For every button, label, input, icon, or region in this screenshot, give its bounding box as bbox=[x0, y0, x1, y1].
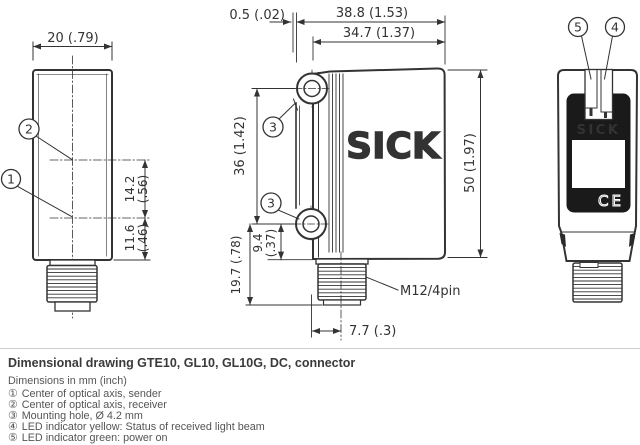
callout-5-number: 5 bbox=[574, 19, 582, 35]
ce-mark: CE bbox=[598, 192, 624, 210]
connector-type-label: M12/4pin bbox=[400, 284, 461, 299]
dim-hole-to-tip: 19.7 (.78) bbox=[229, 235, 243, 295]
dim-depth-total: 38.8 (1.53) bbox=[335, 6, 409, 21]
led-yellow bbox=[604, 112, 607, 118]
caption-area bbox=[0, 348, 640, 445]
callout-3b-number: 3 bbox=[267, 195, 275, 211]
drawing-title: Dimensional drawing GTE10, GL10, GL10G, DC, connector bbox=[8, 356, 356, 370]
callout-1-number: 1 bbox=[7, 171, 15, 187]
dim-connector-offset: 7.7 (.3) bbox=[349, 324, 397, 339]
dim-axis-bottom-mm: 11.6 bbox=[123, 224, 137, 252]
dim-width: 20 (.79) bbox=[47, 31, 99, 46]
side-view bbox=[2, 31, 151, 318]
dim-axis-bottom-in: (.46) bbox=[136, 223, 150, 253]
legend-sym-2: ② bbox=[8, 398, 18, 411]
legend-sym-1: ① bbox=[8, 387, 18, 400]
sick-logo-front: SICK bbox=[346, 126, 440, 167]
dim-front-gap: 0.5 (.02) bbox=[229, 8, 285, 23]
led-green bbox=[590, 108, 593, 116]
dim-axis-spacing-mm: 14.2 bbox=[123, 175, 137, 203]
legend-text-3: Mounting hole, Ø 4.2 mm bbox=[21, 409, 143, 422]
legend-sym-3: ③ bbox=[8, 409, 18, 422]
dim-hole-to-base-in: (.37) bbox=[264, 228, 278, 258]
dim-depth-body: 34.7 (1.37) bbox=[342, 26, 416, 41]
rear-view-connector bbox=[573, 263, 622, 303]
callout-3-number: 3 bbox=[269, 119, 277, 135]
legend-text-2: Center of optical axis, receiver bbox=[21, 398, 167, 411]
callout-2-number: 2 bbox=[25, 121, 33, 137]
dim-hole-spacing: 36 (1.42) bbox=[233, 116, 248, 176]
legend-sym-4: ④ bbox=[8, 421, 18, 434]
dim-height: 50 (1.97) bbox=[463, 133, 478, 193]
legend-text-5: LED indicator green: power on bbox=[21, 432, 168, 445]
callout-4-number: 4 bbox=[611, 19, 619, 35]
sick-logo-rear: SICK bbox=[576, 123, 621, 138]
legend-text-1: Center of optical axis, sender bbox=[21, 387, 162, 400]
led-windows bbox=[585, 70, 613, 120]
front-view-connector bbox=[316, 259, 368, 305]
side-view-connector bbox=[47, 260, 97, 311]
legend-sym-5: ⑤ bbox=[8, 432, 18, 445]
callout-mounting-hole-bottom bbox=[261, 193, 299, 219]
units-note: Dimensions in mm (inch) bbox=[8, 375, 127, 387]
dim-hole-to-base-mm: 9.4 bbox=[251, 233, 265, 253]
rear-label-window bbox=[572, 140, 625, 188]
legend-item-5 bbox=[8, 433, 632, 444]
legend-text-4: LED indicator yellow: Status of received light beam bbox=[21, 421, 265, 434]
rear-view bbox=[558, 18, 637, 303]
legend-list bbox=[8, 389, 632, 445]
front-view bbox=[229, 6, 487, 340]
dim-axis-spacing-in: (.56) bbox=[136, 174, 150, 204]
callout-mounting-hole-top bbox=[263, 103, 296, 137]
